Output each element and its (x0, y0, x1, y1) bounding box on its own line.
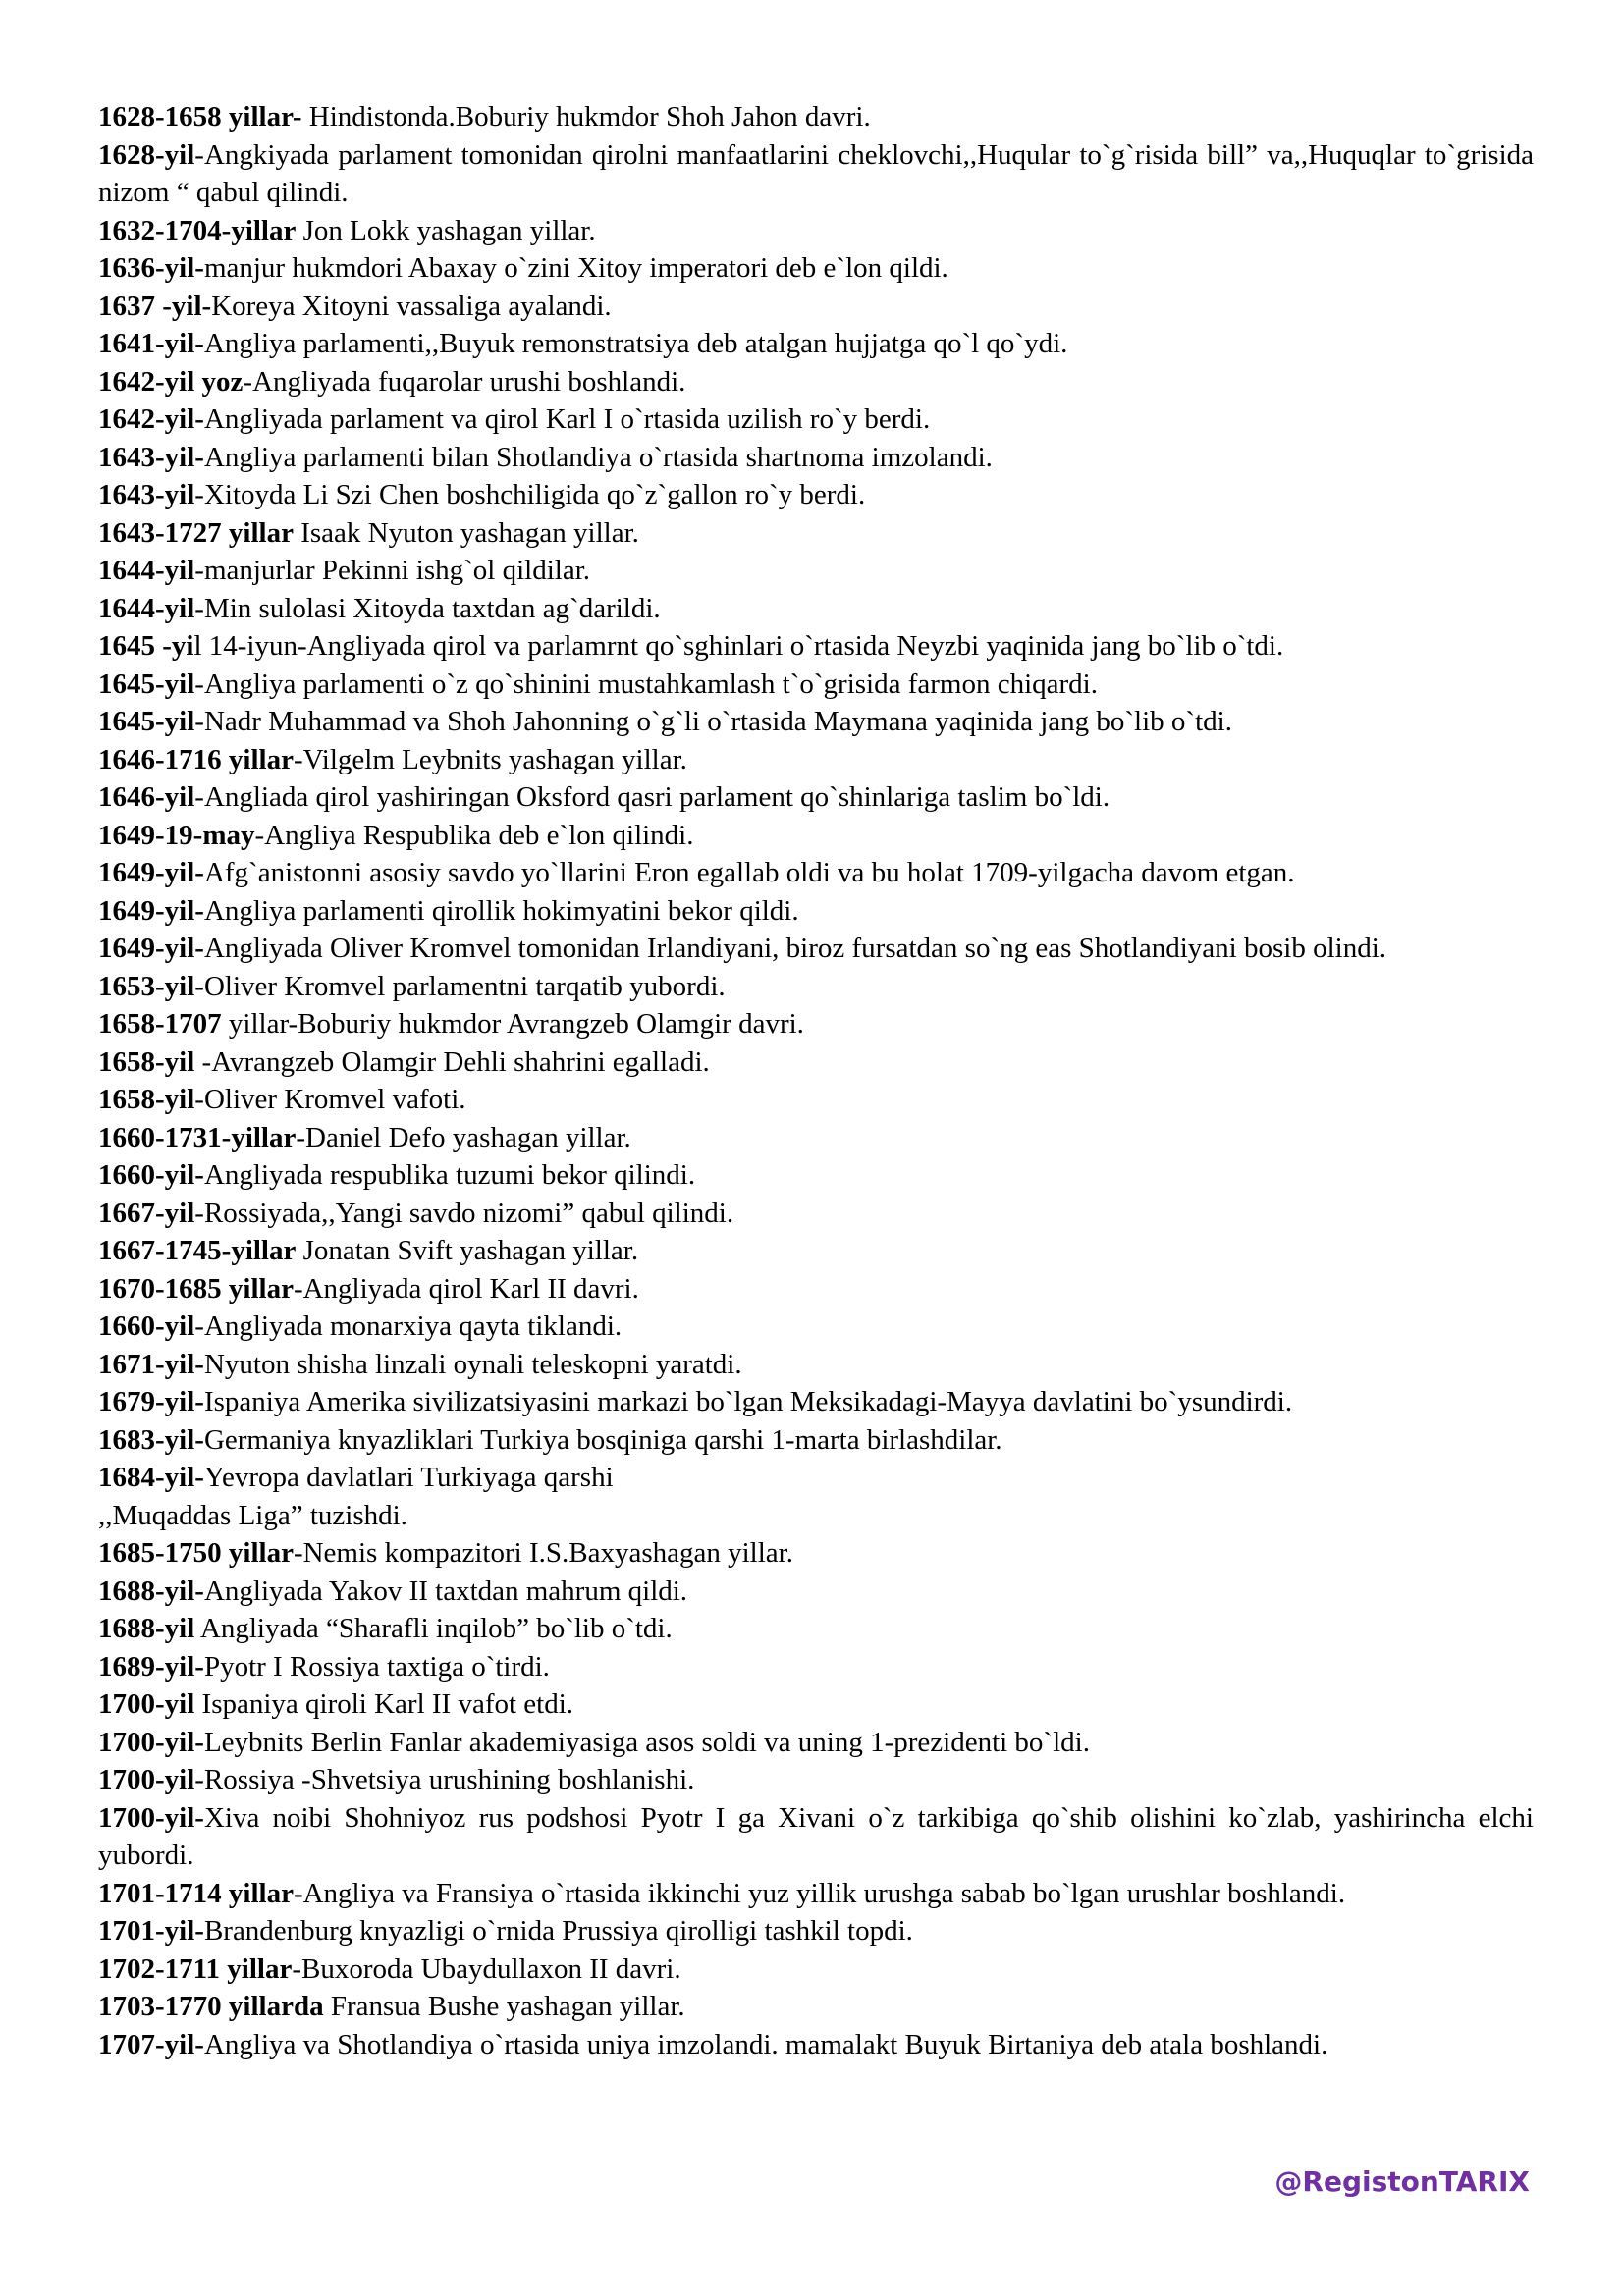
entry-text: Angliya parlamenti bilan Shotlandiya o`rtasida shartnoma imzolandi. (203, 441, 993, 473)
entry-date: 1688-yil (98, 1613, 195, 1644)
entry-date: 1643-1727 yillar (98, 516, 294, 549)
timeline-entry (98, 439, 1534, 477)
entry-text: Fransua Bushe yashagan yillar. (323, 1991, 685, 2022)
entry-text: l 14-iyun-Angliyada qirol va parlamrnt qo`sghinlari o`rtasida Neyzbi yaqinida jang bo`lib o`tdi. (193, 630, 1284, 662)
timeline-entry (98, 2026, 1534, 2064)
timeline-entry (98, 1875, 1534, 1913)
entry-date: 1679-yil- (98, 1386, 204, 1417)
entry-text: -Angliya Respublika deb e`lon qilindi. (254, 819, 694, 851)
entry-date: 1660-yil- (98, 1159, 204, 1191)
timeline-entry (98, 1988, 1534, 2026)
entry-date: 1702-1711 yillar (98, 1952, 293, 1985)
entry-date: 1642-yil- (98, 403, 204, 435)
timeline-entry (98, 1005, 1534, 1043)
timeline-entry (98, 1648, 1534, 1686)
entry-date: 1645-yil (98, 706, 195, 737)
timeline-entry (98, 288, 1534, 326)
timeline-entry (98, 136, 1534, 212)
entry-text: Jonatan Svift yashagan yillar. (296, 1235, 639, 1266)
timeline-entry (98, 741, 1534, 779)
entry-date: 1683-yil- (98, 1423, 204, 1456)
timeline-entry (98, 1610, 1534, 1648)
timeline-entry (98, 325, 1534, 363)
entry-date: 1645 -yi (98, 630, 194, 662)
timeline-entry (98, 1119, 1534, 1157)
timeline-entry (98, 854, 1534, 892)
timeline-entry (98, 363, 1534, 401)
entry-text: -Rossiya -Shvetsiya urushining boshlanishi. (194, 1764, 695, 1795)
timeline-entry (98, 1685, 1534, 1724)
entry-text: Ispaniya qiroli Karl II vafot etdi. (194, 1688, 574, 1720)
entry-text: -manjurlar Pekinni ishg`ol qildilar. (194, 555, 590, 586)
entry-date: 1628-1658 yillar- (98, 101, 302, 133)
entry-text: -Buxoroda Ubaydullaxon II davri. (292, 1952, 681, 1985)
entry-date: 1701-yil- (98, 1915, 204, 1947)
entry-date: 1646-1716 yillar (98, 743, 294, 775)
entry-text: ,,Muqaddas Liga” tuzishdi. (98, 1499, 407, 1531)
entry-text: Germaniya knyazliklari Turkiya bosqiniga qarshi 1-marta birlashdilar. (203, 1423, 1002, 1456)
entry-text: -Rossiyada,,Yangi savdo nizomi” qabul qilindi. (194, 1197, 734, 1229)
entry-text: Jon Lokk yashagan yillar. (296, 214, 596, 246)
entry-date: 1684-yil- (98, 1462, 204, 1493)
entry-text: -Avrangzeb Olamgir Dehli shahrini egalladi. (194, 1045, 710, 1078)
timeline-entry (98, 1346, 1534, 1384)
entry-date: 1685-1750 yillar (98, 1537, 294, 1569)
entry-date: 1700-yil (98, 1764, 195, 1795)
entry-text: Angliyada Oliver Kromvel tomonidan Irlandiyani, biroz fursatdan so`ng eas Shotlandiyani bosib olindi. (203, 933, 1387, 964)
timeline-entry (98, 703, 1534, 741)
entry-date: 1660-yil (98, 1310, 195, 1342)
entry-date: 1641-yil- (98, 328, 204, 359)
entry-date: 1707-yil- (98, 2028, 204, 2060)
timeline-entry (98, 930, 1534, 968)
entry-date: 1643-yil (98, 479, 195, 510)
entry-date: 1671-yil- (98, 1348, 204, 1380)
entry-date: 1646-yil (98, 781, 195, 813)
timeline-entry (98, 1081, 1534, 1119)
entry-text: yillar-Boburiy hukmdor Avrangzeb Olamgir davri. (221, 1008, 804, 1040)
timeline-entry (98, 1799, 1534, 1875)
entry-date: 1689-yil- (98, 1650, 204, 1682)
entry-text: -Angliya va Fransiya o`rtasida ikkinchi yuz yillik urushga sabab bo`lgan urushlar boshlandi. (293, 1877, 1346, 1909)
timeline-entry (98, 98, 1534, 136)
entry-text: -Angliya parlamenti o`z qo`shinini mustahkamlash t`o`grisida farmon chiqardi. (194, 667, 1098, 700)
entry-text: -Min sulolasi Xitoyda taxtdan ag`darildi. (194, 592, 661, 624)
entry-date: 1628-yil (98, 138, 195, 171)
entry-text: Angliyada parlament va qirol Karl I o`rtasida uzilish ro`y berdi. (203, 403, 931, 435)
entry-text: -Oliver Kromvel vafoti. (194, 1084, 466, 1115)
entry-date: 1637 -yil- (98, 290, 212, 322)
timeline-entry (98, 1195, 1534, 1233)
entry-text: Leybnits Berlin Fanlar akademiyasiga asos soldi va uning 1-prezidenti bo`ldi. (203, 1726, 1090, 1758)
timeline-entry (98, 514, 1534, 553)
timeline-entry (98, 590, 1534, 628)
timeline-entry (98, 1308, 1534, 1346)
entry-date: 1660-1731-yillar (98, 1121, 297, 1153)
timeline-entry (98, 817, 1534, 855)
entry-date: 1701-1714 yillar (98, 1877, 294, 1909)
entry-date: 1700-yil- (98, 1726, 204, 1758)
entry-date: 1688-yil- (98, 1575, 204, 1607)
entry-text: -Angliyada monarxiya qayta tiklandi. (194, 1310, 623, 1342)
timeline-entry (98, 1534, 1534, 1573)
entry-date: 1636-yil- (98, 252, 204, 284)
timeline-entry (98, 666, 1534, 704)
entry-date: 1703-1770 yillarda (98, 1991, 324, 2022)
timeline-entry (98, 1724, 1534, 1762)
entry-date: 1700-yil (98, 1688, 195, 1720)
entry-text: Angliya va Shotlandiya o`rtasida uniya imzolandi. mamalakt Buyuk Birtaniya deb atala boshlandi. (203, 2028, 1328, 2060)
entry-date: 1658-1707 (98, 1008, 222, 1040)
entry-text: -Angliyada qirol Karl II davri. (293, 1272, 639, 1305)
timeline-entry (98, 778, 1534, 817)
entry-date: 1645-yil (98, 667, 195, 700)
entry-text: -Angliyada fuqarolar urushi boshlandi. (243, 365, 686, 398)
entry-text: Nyuton shisha linzali oynali teleskopni yaratdi. (203, 1348, 742, 1380)
timeline-entry (98, 1950, 1534, 1989)
entry-date: 1642-yil yoz (98, 365, 244, 398)
entry-text: Pyotr I Rossiya taxtiga o`tirdi. (203, 1650, 550, 1682)
entry-date: 1643-yil- (98, 441, 204, 473)
entry-date: 1649-yil- (98, 894, 204, 927)
entry-text: manjur hukmdori Abaxay o`zini Xitoy imperatori deb e`lon qildi. (203, 252, 948, 284)
timeline-entry (98, 1383, 1534, 1421)
entry-text: Koreya Xitoyni vassaliga ayalandi. (211, 290, 612, 322)
entry-text: Afg`anistonni asosiy savdo yo`llarini Eron egallab oldi va bu holat 1709-yilgacha davom etgan. (203, 857, 1295, 888)
entry-text: -Nadr Muhammad va Shoh Jahonning o`g`li o`rtasida Maymana yaqinida jang bo`lib o`tdi. (194, 706, 1232, 737)
timeline-entry (98, 249, 1534, 288)
channel-watermark: @RegistonTARIX (1274, 2165, 1530, 2198)
timeline-entry (98, 476, 1534, 514)
timeline-entry (98, 627, 1534, 666)
timeline-page (98, 98, 1534, 2063)
entry-text: -Daniel Defo yashagan yillar. (296, 1121, 631, 1153)
entry-date: 1667-1745-yillar (98, 1235, 297, 1266)
timeline-entry (98, 1459, 1534, 1497)
timeline-entry (98, 1043, 1534, 1082)
entry-text: Xiva noibi Shohniyoz rus podshosi Pyotr I ga Xivani o`z tarkibiga qo`shib olishini ko`zlab, yashirincha elchi yubordi. (98, 1801, 1534, 1871)
timeline-entry (98, 1761, 1534, 1799)
entry-text: Angliyada Yakov II taxtdan mahrum qildi. (203, 1575, 688, 1607)
entry-date: 1649-19-may (98, 819, 255, 851)
timeline-entry (98, 968, 1534, 1006)
timeline-entry (98, 212, 1534, 250)
entry-text: -Oliver Kromvel parlamentni tarqatib yubordi. (194, 970, 726, 1002)
entry-date: 1649-yil- (98, 857, 204, 888)
timeline-entry (98, 1497, 1534, 1535)
timeline-entry (98, 892, 1534, 931)
entry-date: 1658-yil (98, 1045, 195, 1078)
entry-text: Isaak Nyuton yashagan yillar. (293, 516, 639, 549)
timeline-entry (98, 1912, 1534, 1950)
timeline-entry (98, 552, 1534, 590)
entry-date: 1644-yil (98, 592, 195, 624)
entry-text: Brandenburg knyazligi o`rnida Prussiya qirolligi tashkil topdi. (203, 1915, 913, 1947)
entry-text: -Vilgelm Leybnits yashagan yillar. (293, 743, 687, 775)
entry-text: Yevropa davlatlari Turkiyaga qarshi (203, 1462, 614, 1493)
entry-date: 1700-yil- (98, 1801, 204, 1834)
timeline-entry (98, 1573, 1534, 1611)
timeline-entry (98, 1232, 1534, 1270)
entry-text: Angliyada respublika tuzumi bekor qilindi. (203, 1159, 696, 1191)
entry-date: 1653-yil (98, 970, 195, 1002)
entry-text: Angliya parlamenti qirollik hokimyatini bekor qildi. (203, 894, 799, 927)
entry-date: 1670-1685 yillar (98, 1272, 294, 1305)
timeline-entry (98, 1156, 1534, 1195)
timeline-entry (98, 1421, 1534, 1460)
entry-date: 1658-yil (98, 1084, 195, 1115)
timeline-entry (98, 400, 1534, 439)
entry-text: -Angkiyada parlament tomonidan qirolni manfaatlarini cheklovchi,,Huqular to`g`risida bill” va,,Huquqlar to`grisida nizom “ qabul qilindi. (98, 138, 1534, 208)
entry-text: Angliyada “Sharafli inqilob” bo`lib o`tdi. (194, 1613, 673, 1644)
entry-text: -Angliada qirol yashiringan Oksford qasri parlament qo`shinlariga taslim bo`ldi. (194, 781, 1110, 813)
timeline-entry (98, 1270, 1534, 1308)
entry-date: 1632-1704-yillar (98, 214, 297, 246)
entry-text: -Nemis kompazitori I.S.Baxyashagan yillar. (293, 1537, 793, 1569)
entry-date: 1644-yil (98, 555, 195, 586)
entry-text: Angliya parlamenti,,Buyuk remonstratsiya deb atalgan hujjatga qo`l qo`ydi. (203, 328, 1068, 359)
entry-text: -Xitoyda Li Szi Chen boshchiligida qo`z`gallon ro`y berdi. (194, 479, 866, 510)
entry-text: Hindistonda.Boburiy hukmdor Shoh Jahon davri. (301, 101, 871, 133)
entry-date: 1649-yil- (98, 933, 204, 964)
entry-date: 1667-yil (98, 1197, 195, 1229)
entry-text: Ispaniya Amerika sivilizatsiyasini markazi bo`lgan Meksikadagi-Mayya davlatini bo`ysundirdi. (203, 1386, 1293, 1417)
